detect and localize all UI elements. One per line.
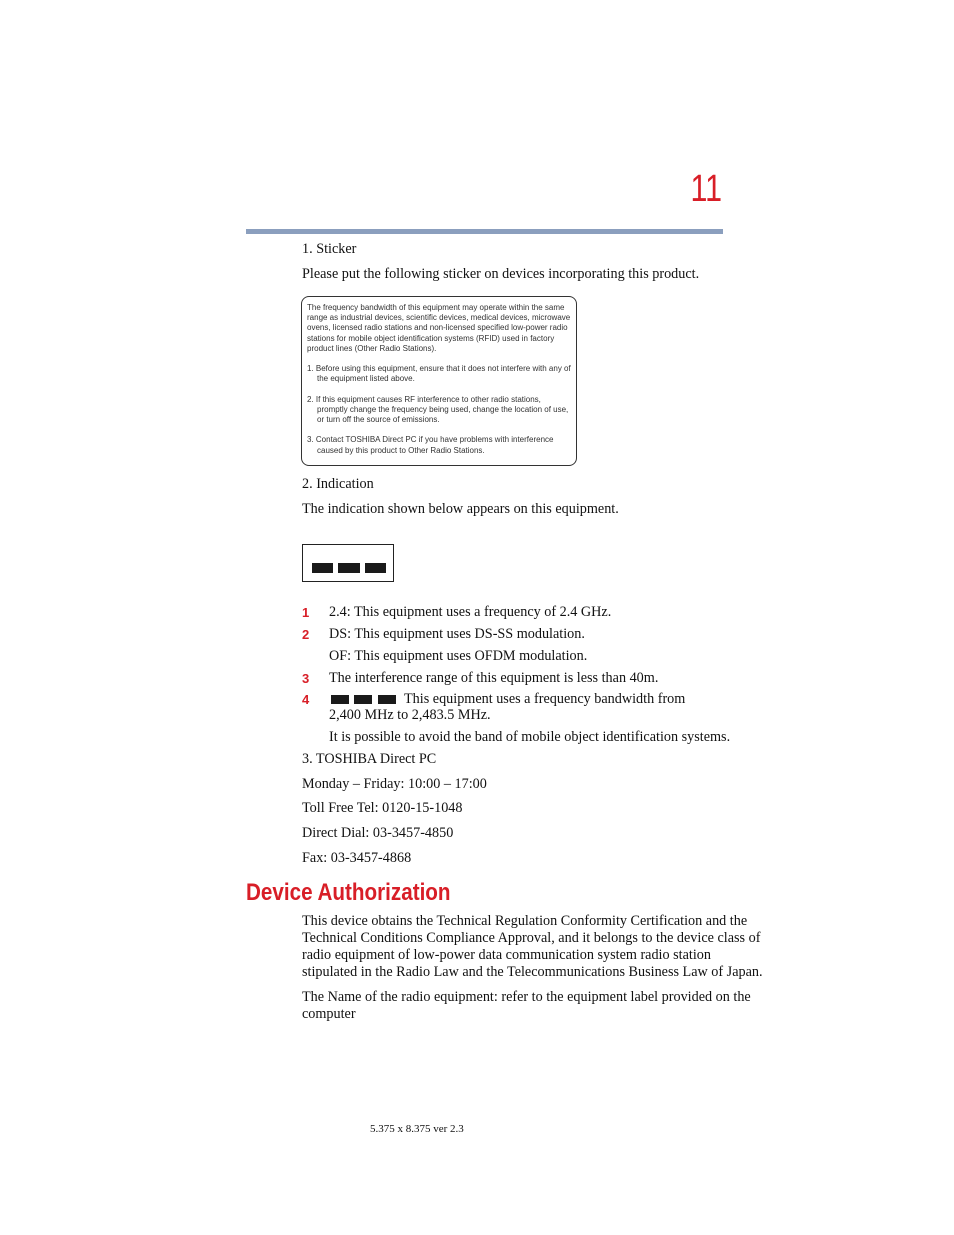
sticker-title: 1. Sticker [302, 241, 357, 257]
indication-intro: The indication shown below appears on this equipment. [302, 501, 619, 517]
contact-toll-free: Toll Free Tel: 0120-15-1048 [302, 800, 463, 816]
item-text: DS: This equipment uses DS-SS modulation. [329, 626, 585, 642]
contact-direct-dial: Direct Dial: 03-3457-4850 [302, 825, 454, 841]
item-number: 4 [302, 692, 310, 707]
sticker-intro: Please put the following sticker on devices incorporating this product. [302, 266, 700, 282]
item-text: The interference range of this equipment is less than 40m. [329, 670, 659, 686]
item-text: 2,400 MHz to 2,483.5 MHz. [329, 707, 491, 723]
radio-equipment-name-line: computer [302, 1006, 356, 1022]
item-text: 2.4: This equipment uses a frequency of 2.4 GHz. [329, 604, 612, 620]
footer-version: 5.375 x 8.375 ver 2.3 [370, 1123, 464, 1135]
sticker-item: 3. Contact TOSHIBA Direct PC if you have problems with interference caused by this product to Other Radio Stations. [307, 435, 554, 455]
item-note: It is possible to avoid the band of mobile object identification systems. [329, 729, 731, 745]
contact-title: 3. TOSHIBA Direct PC [302, 751, 437, 767]
authorization-line: radio equipment of low-power data communication system radio station [302, 947, 711, 963]
sticker-item: 1. Before using this equipment, ensure that it does not interfere with any of the equipment listed above. [307, 364, 571, 384]
item-number: 2 [302, 627, 310, 642]
page-number: 11 [690, 168, 722, 210]
item-text: This equipment uses a frequency bandwidth from [404, 691, 686, 707]
item-text: OF: This equipment uses OFDM modulation. [329, 648, 588, 664]
bandwidth-block [378, 695, 396, 704]
authorization-line: This device obtains the Technical Regulation Conformity Certification and the [302, 913, 748, 929]
bandwidth-block [354, 695, 372, 704]
indication-title: 2. Indication [302, 476, 374, 492]
authorization-line: Technical Conditions Compliance Approval, and it belongs to the device class of [302, 930, 761, 946]
item-number: 3 [302, 671, 310, 686]
authorization-line: stipulated in the Radio Law and the Telecommunications Business Law of Japan. [302, 964, 763, 980]
sticker-intro-text: The frequency bandwidth of this equipment may operate within the same range as industrial devices, scientific devices, medical devices, microwave ovens, licensed radio stations and non-licensed specified low-power radio stations for mobile object identification systems (RFID) used in factory product lines (Other Radio Stations). [307, 303, 571, 353]
sticker-box [301, 296, 577, 466]
indication-block [365, 563, 386, 573]
indication-block [338, 563, 360, 573]
sticker-item: 2. If this equipment causes RF interference to other radio stations, promptly change the frequency being used, change the location of use, or turn off the source of emissions. [307, 394, 569, 425]
item-number: 1 [302, 605, 310, 620]
indication-label-graphic [302, 544, 394, 582]
radio-equipment-name-line: The Name of the radio equipment: refer to the equipment label provided on the [302, 989, 751, 1005]
header-rule [246, 229, 723, 234]
section-heading: Device Authorization [246, 879, 451, 906]
contact-fax: Fax: 03-3457-4868 [302, 850, 412, 866]
contact-hours: Monday – Friday: 10:00 – 17:00 [302, 776, 487, 792]
bandwidth-block [331, 695, 349, 704]
indication-block [312, 563, 333, 573]
